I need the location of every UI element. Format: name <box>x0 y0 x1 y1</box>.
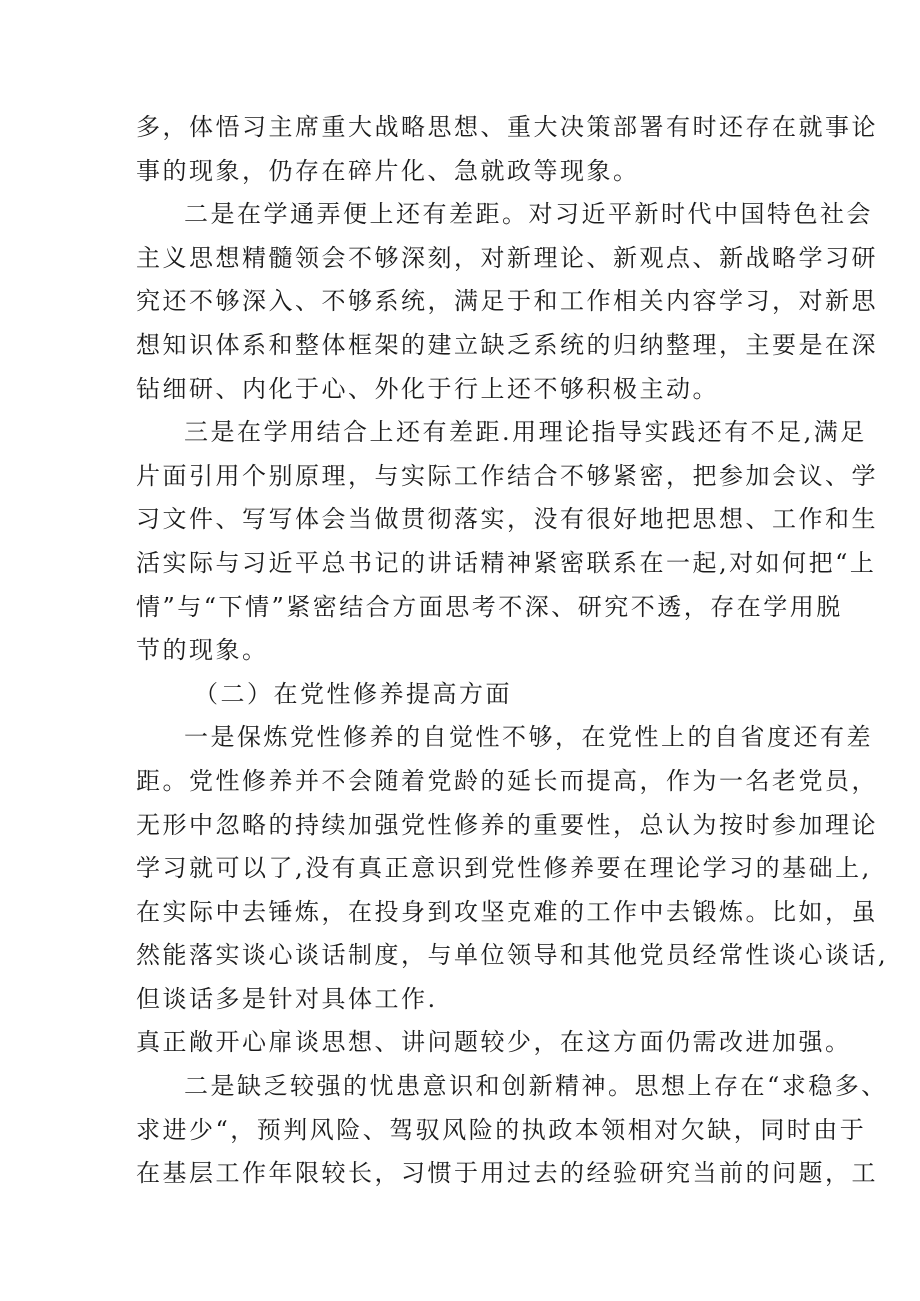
text-line: 求进少“，预判风险、驾驭风险的执政本领相对欠缺，同时由于 <box>136 1115 867 1144</box>
text-line: 事的现象，仍存在碎片化、急就政等现象。 <box>136 156 640 185</box>
section-heading: （二）在党性修养提高方面 <box>194 679 512 708</box>
paragraph-start-line: 三是在学用结合上还有差距.用理论指导实践还有不足,满足 <box>184 418 867 447</box>
paragraph-start-line: 二是在学通弄便上还有差距。对习近平新时代中国特色社会 <box>184 200 873 229</box>
text-line: 钻细研、内化于心、外化于行上还不够积极主动。 <box>136 374 719 403</box>
text-line: 想知识体系和整体框架的建立缺乏系统的归纳整理，主要是在深 <box>136 330 878 359</box>
text-line: 真正敞开心扉谈思想、讲问题较少，在这方面仍需改进加强。 <box>136 1028 852 1057</box>
document-body <box>136 106 889 1196</box>
text-line: 距。党性修养并不会随着党龄的延长而提高，作为一名老党员， <box>136 766 878 795</box>
text-line: 节的现象。 <box>136 636 269 665</box>
text-line: 究还不够深入、不够系统，满足于和工作相关内容学习，对新思 <box>136 287 878 316</box>
text-line: 在基层工作年限较长，习惯于用过去的经验研究当前的问题，工 <box>136 1159 878 1188</box>
paragraph-start-line: 二是缺乏较强的忧患意识和创新精神。思想上存在“求稳多、 <box>184 1072 888 1101</box>
paragraph-start-line: 一是保炼党性修养的自觉性不够，在党性上的自省度还有差 <box>184 723 873 752</box>
text-line: 情”与“下情”紧密结合方面思考不深、研究不透，存在学用脱 <box>136 592 843 621</box>
text-line: 片面引用个别原理，与实际工作结合不够紧密，把参加会议、学 <box>136 461 878 490</box>
text-line: 在实际中去锤炼，在投身到攻坚克难的工作中去锻炼。比如，虽 <box>136 897 878 926</box>
text-line: 主义思想精髓领会不够深刻，对新理论、新观点、新战略学习研 <box>136 243 878 272</box>
text-line: 多，体悟习主席重大战略思想、重大决策部署有时还存在就事论 <box>136 113 878 141</box>
text-line: 无形中忽略的持续加强党性修养的重要性，总认为按时参加理论 <box>136 810 878 839</box>
text-line: 习文件、写写体会当做贯彻落实，没有很好地把思想、工作和生 <box>136 505 878 534</box>
text-line: 学习就可以了,没有真正意识到党性修养要在理论学习的基础上, <box>136 854 872 883</box>
text-line: 但谈话多是针对具体工作. <box>136 984 438 1013</box>
text-line: 活实际与习近平总书记的讲话精神紧密联系在一起,对如何把“上 <box>136 548 877 577</box>
text-line: 然能落实谈心谈话制度，与单位领导和其他党员经常性谈心谈话, <box>136 941 889 970</box>
